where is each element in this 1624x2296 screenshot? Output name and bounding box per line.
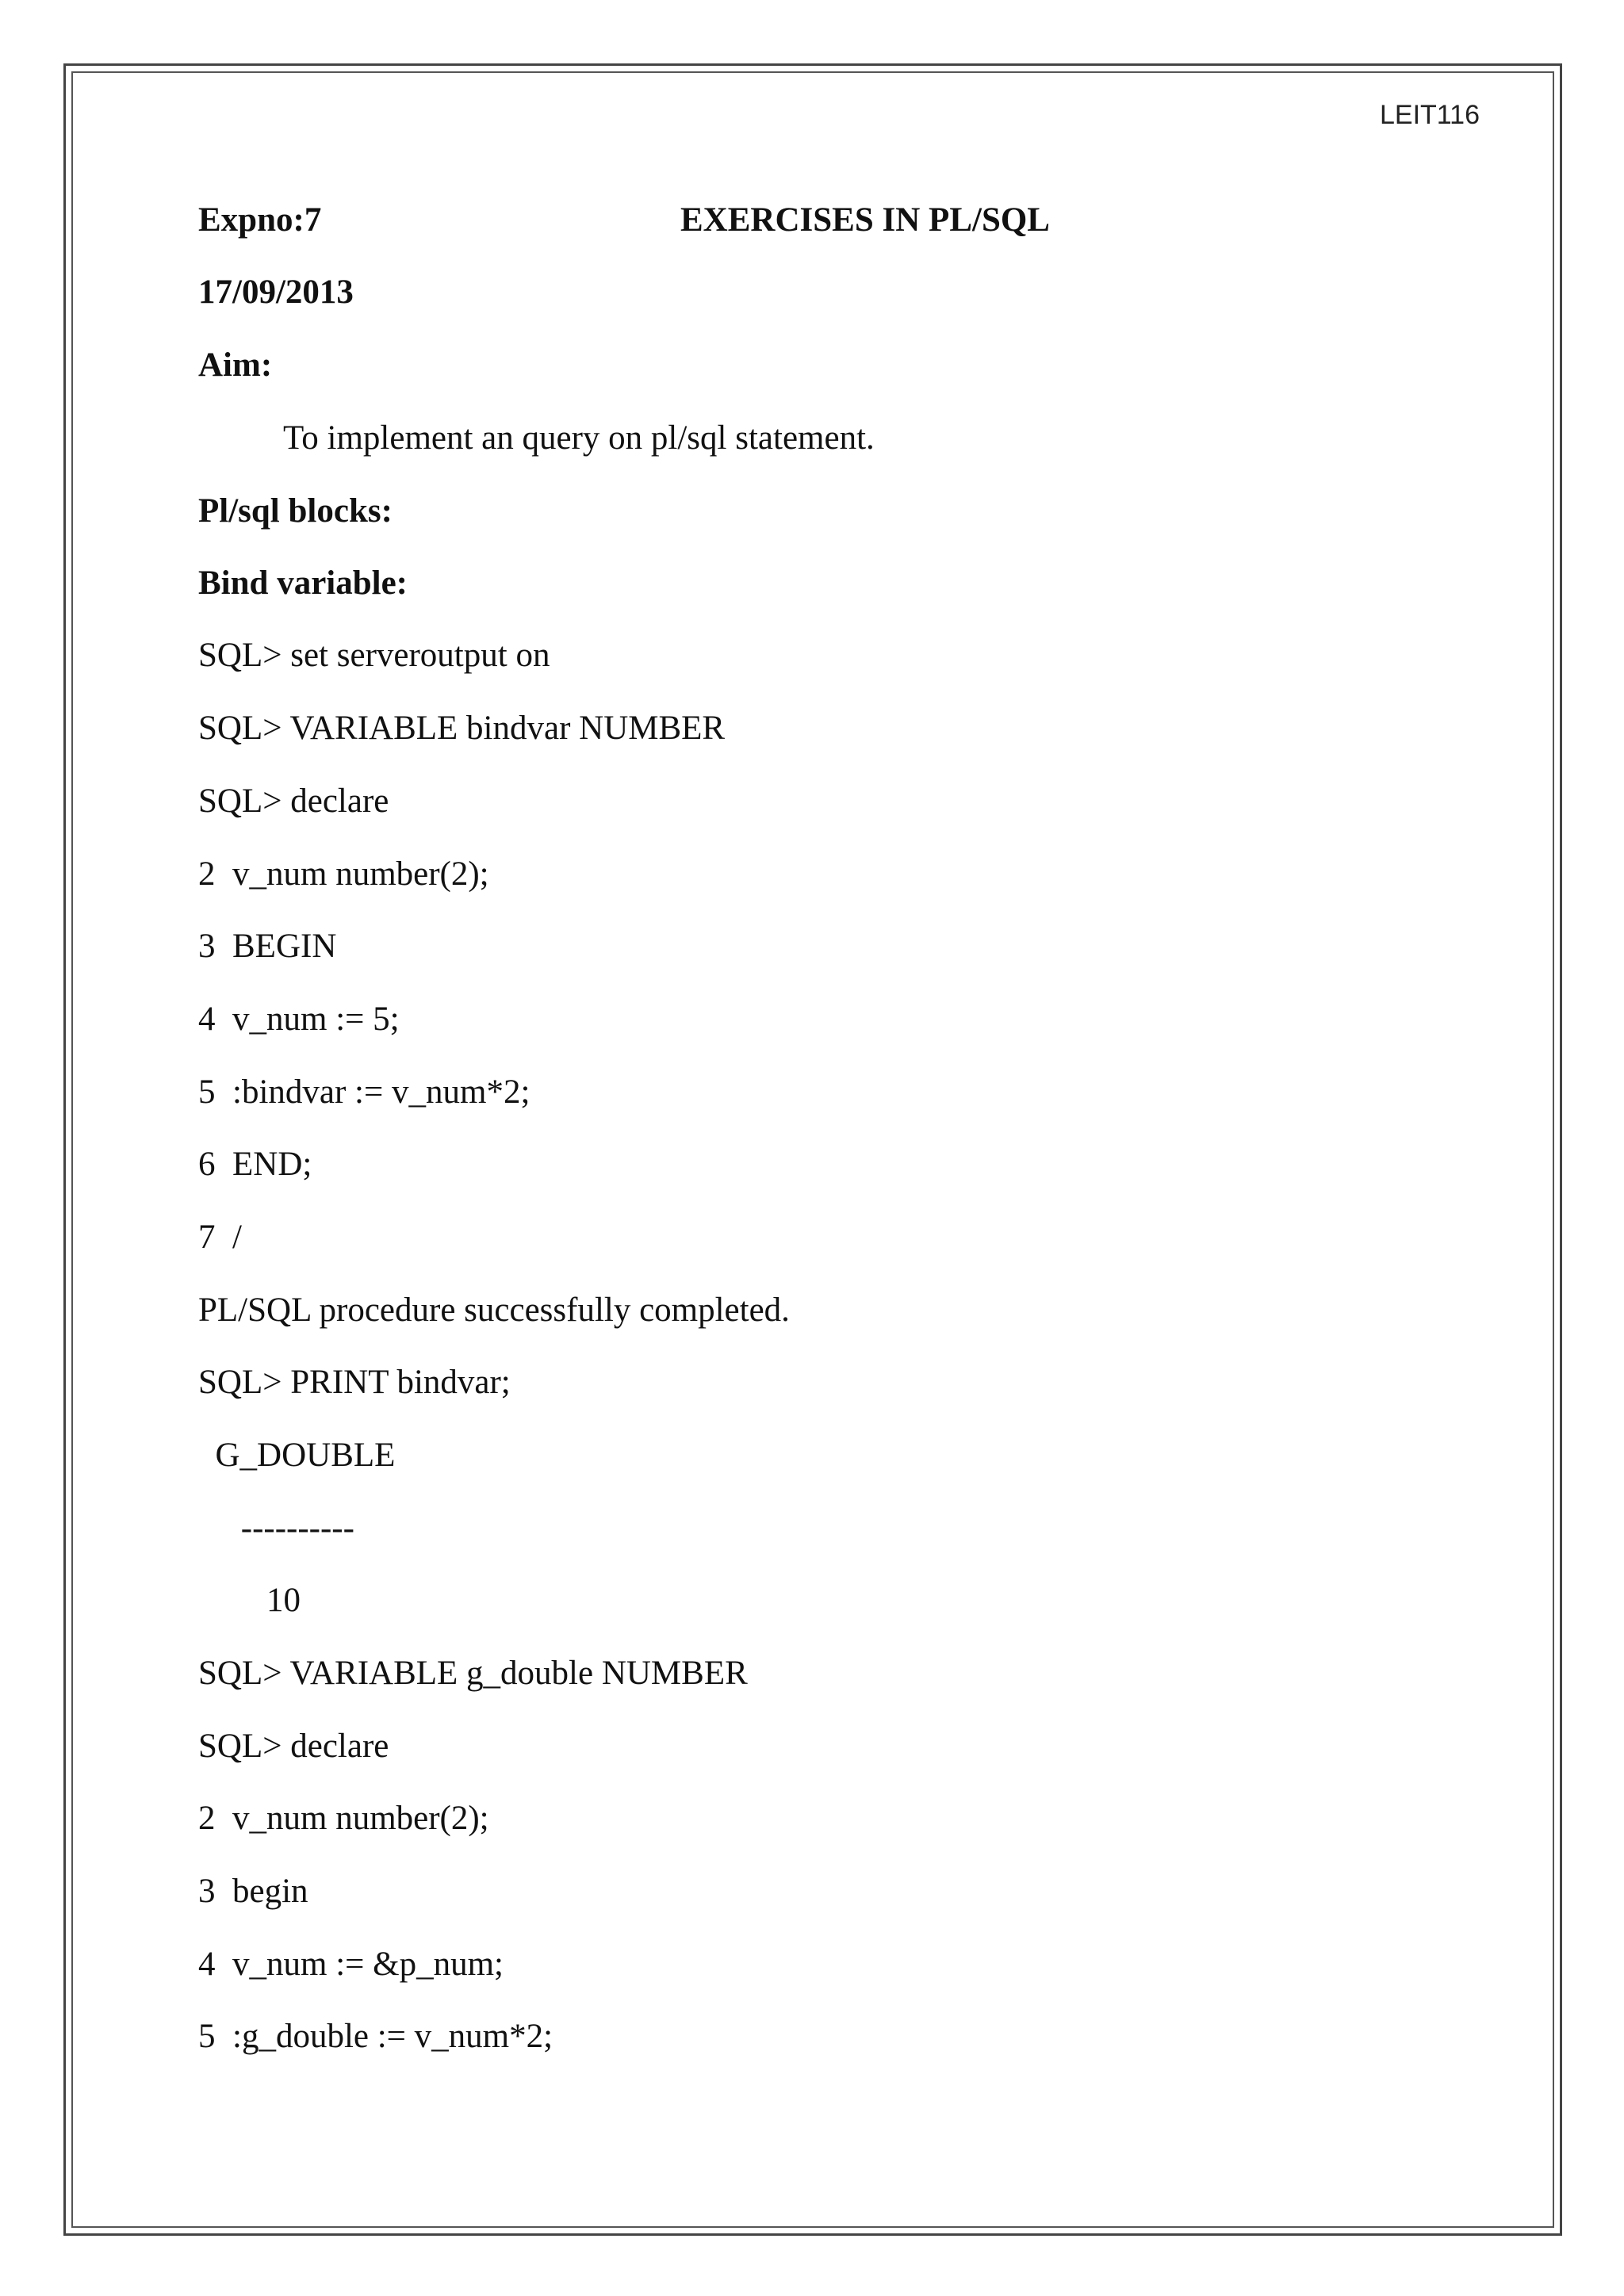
- code-line: SQL> VARIABLE g_double NUMBER: [198, 1655, 748, 1692]
- code-line: SQL> PRINT bindvar;: [198, 1364, 511, 1401]
- bind-variable-heading: Bind variable:: [198, 564, 408, 602]
- document-code: LEIT116: [1379, 100, 1480, 130]
- expno-label: Expno:7: [198, 201, 322, 239]
- date-label: 17/09/2013: [198, 274, 354, 311]
- output-line: ----------: [198, 1510, 354, 1547]
- aim-text: To implement an query on pl/sql statement.: [283, 419, 875, 457]
- code-line: 2 v_num number(2);: [198, 1800, 489, 1837]
- code-line: 4 v_num := 5;: [198, 1001, 400, 1038]
- code-line: 4 v_num := &p_num;: [198, 1946, 504, 1983]
- code-line: SQL> VARIABLE bindvar NUMBER: [198, 710, 726, 747]
- plsql-blocks-heading: Pl/sql blocks:: [198, 492, 393, 530]
- code-line: 7 /: [198, 1219, 242, 1256]
- code-line: SQL> declare: [198, 783, 389, 820]
- output-line: 10: [198, 1582, 301, 1619]
- code-line: SQL> declare: [198, 1728, 389, 1765]
- code-line: 6 END;: [198, 1146, 312, 1183]
- code-line: 2 v_num number(2);: [198, 855, 489, 893]
- page-title: EXERCISES IN PL/SQL: [680, 201, 1050, 239]
- output-line: PL/SQL procedure successfully completed.: [198, 1292, 790, 1329]
- aim-label: Aim:: [198, 346, 273, 384]
- code-line: 5 :bindvar := v_num*2;: [198, 1073, 530, 1111]
- code-line: SQL> set serveroutput on: [198, 637, 550, 674]
- code-line: 3 BEGIN: [198, 928, 337, 965]
- output-line: G_DOUBLE: [198, 1437, 396, 1474]
- code-line: 5 :g_double := v_num*2;: [198, 2018, 553, 2055]
- code-line: 3 begin: [198, 1873, 308, 1910]
